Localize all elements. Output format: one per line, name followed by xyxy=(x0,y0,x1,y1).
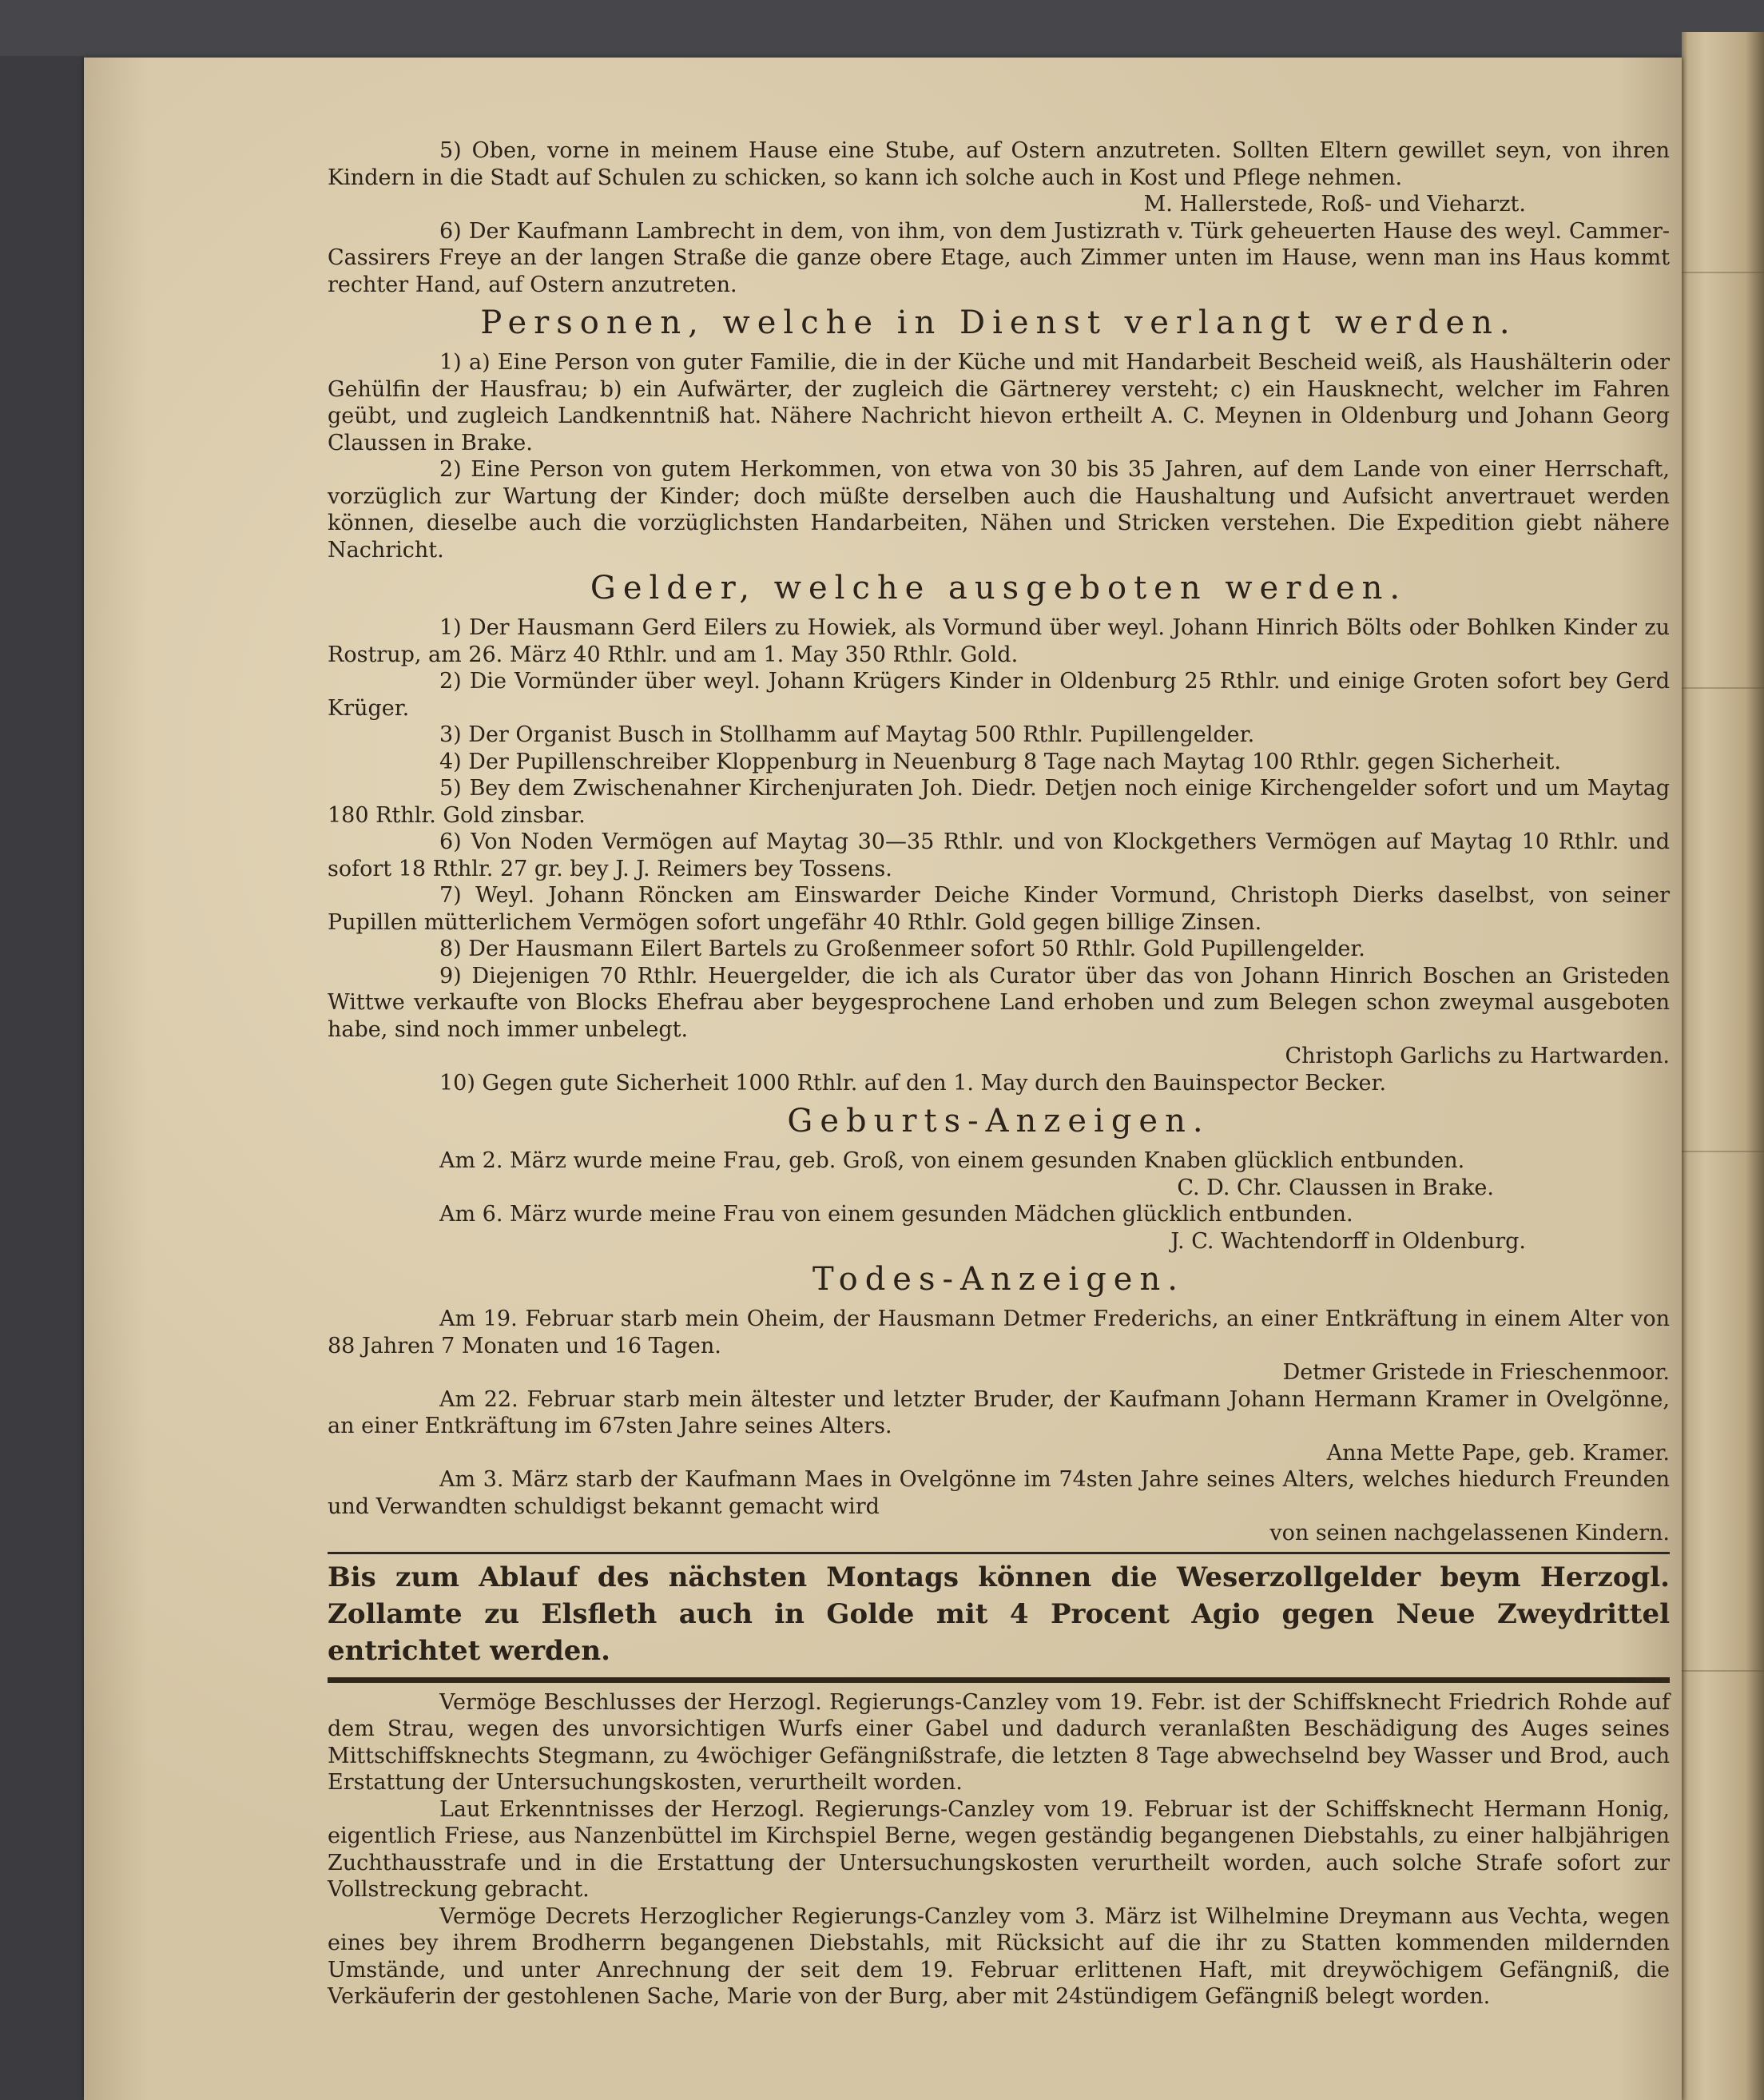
straf-item-1: Vermöge Beschlusses der Herzogl. Regierungs-Canzley vom 19. Febr. ist der Schiffsknecht Friedrich Rohde auf dem Strau, wegen des unvorsichtigen Wurfs einer Gabel und dadurch veranlaßten Beschädigung des Auges seines Mittschiffsknechts Stegmann, zu 4wöchiger Gefängnißstrafe, die letzten 8 Tage abwechselnd bey Wasser und Brod, auch Erstattung der Untersuchungskosten, verurtheilt worden. xyxy=(328,1689,1670,1795)
signature: C. D. Chr. Claussen in Brake. xyxy=(1177,1175,1494,1200)
signature: Christoph Garlichs zu Hartwarden. xyxy=(1285,1044,1670,1068)
divider xyxy=(328,1552,1670,1554)
gelder-item-5: 5) Bey dem Zwischenahner Kirchenjuraten Joh. Diedr. Detjen noch einige Kirchengelder sofort und um Maytag 180 Rthlr. Gold zinsbar. xyxy=(328,776,1670,828)
scan-background-top xyxy=(0,0,1764,56)
gelder-item-1: 1) Der Hausmann Gerd Eilers zu Howiek, als Vormund über weyl. Johann Hinrich Bölts oder Bohlken Kinder zu Rostrup, am 26. März 40 Rthlr. und am 1. May 350 Rthlr. Gold. xyxy=(328,615,1670,667)
gelder-item-2: 2) Die Vormünder über weyl. Johann Krügers Kinder in Oldenburg 25 Rthlr. und einige Groten sofort bey Gerd Krüger. xyxy=(328,669,1670,721)
signature: Anna Mette Pape, geb. Kramer. xyxy=(1326,1440,1670,1466)
section-heading-gelder: Gelder, welche ausgeboten werden. xyxy=(590,570,1408,607)
scan-background xyxy=(0,0,84,2100)
page-edge-stack xyxy=(1682,32,1764,2100)
signature: von seinen nachgelassenen Kindern. xyxy=(1269,1521,1670,1545)
dienst-item-1: 1) a) Eine Person von guter Familie, die in der Küche und mit Handarbeit Bescheid weiß, als Haushälterin oder Gehülfin der Hausfrau; b) ein Aufwärter, der zugleich die Gärtnerey versteht; c) ein Hausknecht, welcher im Fahren geübt, und zugleich Landkenntniß hat. Nähere Nachricht hievon ertheilt A. C. Meynen in Oldenburg und Johann Georg Claussen in Brake. xyxy=(328,350,1670,455)
todes-item-1: Am 19. Februar starb mein Oheim, der Hausmann Detmer Frederichs, an einer Entkräftung in einem Alter von 88 Jahren 7 Monaten und 16 Tagen. xyxy=(328,1307,1670,1358)
gelder-item-10: 10) Gegen gute Sicherheit 1000 Rthlr. auf den 1. May durch den Bauinspector Becker. xyxy=(439,1070,1387,1096)
signature: M. Hallerstede, Roß- und Vieharzt. xyxy=(1143,192,1526,217)
gelder-item-6: 6) Von Noden Vermögen auf Maytag 30—35 Rthlr. und von Klockgethers Vermögen auf Maytag 10 Rthlr. und sofort 18 Rthlr. 27 gr. bey J. J. Reimers bey Tossens. xyxy=(328,829,1670,881)
notice-5: 5) Oben, vorne in meinem Hause eine Stube, auf Ostern anzutreten. Sollten Eltern gewillet seyn, von ihren Kindern in die Stadt auf Schulen zu schicken, so kann ich solche auch in Kost und Pflege nehmen. xyxy=(328,138,1670,190)
todes-item-3: Am 3. März starb der Kaufmann Maes in Ovelgönne im 74sten Jahre seines Alters, welches hiedurch Freunden und Verwandten schuldigst bekannt gemacht wird xyxy=(328,1467,1670,1519)
section-heading-dienst: Personen, welche in Dienst verlangt werden. xyxy=(480,304,1517,341)
geburt-item-2: Am 6. März wurde meine Frau von einem gesunden Mädchen glücklich entbunden. xyxy=(439,1202,1353,1227)
dienst-item-2: 2) Eine Person von gutem Herkommen, von etwa von 30 bis 35 Jahren, auf dem Lande von einer Herrschaft, vorzüglich zur Wartung der Kinder; doch müßte derselben auch die Haushaltung und Aufsicht anvertrauet werden können, dieselbe auch die vorzüglichsten Handarbeiten, Nähen und Stricken verstehen. Die Expedition giebt nähere Nachricht. xyxy=(328,457,1670,563)
divider xyxy=(328,1677,1670,1683)
todes-item-2: Am 22. Februar starb mein ältester und letzter Bruder, der Kaufmann Johann Hermann Kramer in Ovelgönne, an einer Entkräftung im 67sten Jahre seines Alters. xyxy=(328,1386,1670,1438)
page-text xyxy=(328,137,1670,2011)
gelder-item-3: 3) Der Organist Busch in Stollhamm auf Maytag 500 Rthlr. Pupillengelder. xyxy=(439,722,1255,747)
zoll-notice: Bis zum Ablauf des nächsten Montags können die Weserzollgelder beym Herzogl. Zollamte zu Elsfleth auch in Golde mit 4 Procent Agio gegen Neue Zweydrittel entrichtet werden. xyxy=(328,1561,1670,1667)
gelder-item-7: 7) Weyl. Johann Röncken am Einswarder Deiche Kinder Vormund, Christoph Dierks daselbst, von seiner Pupillen mütterlichem Vermögen sofort ungefähr 40 Rthlr. Gold gegen billige Zinsen. xyxy=(328,883,1670,935)
section-heading-geburt: Geburts-Anzeigen. xyxy=(787,1103,1210,1139)
section-heading-todes: Todes-Anzeigen. xyxy=(812,1261,1185,1298)
signature: Detmer Gristede in Frieschenmoor. xyxy=(1282,1360,1670,1385)
gelder-item-4: 4) Der Pupillenschreiber Kloppenburg in Neuenburg 8 Tage nach Maytag 100 Rthlr. gegen Sicherheit. xyxy=(439,749,1561,774)
notice-6: 6) Der Kaufmann Lambrecht in dem, von ihm, von dem Justizrath v. Türk geheuerten Hause des weyl. Cammer-Cassirers Freye an der langen Straße die ganze obere Etage, auch Zimmer unten im Hause, wenn man ins Haus kommt rechter Hand, auf Ostern anzutreten. xyxy=(328,218,1670,297)
straf-item-3: Vermöge Decrets Herzoglicher Regierungs-Canzley vom 3. März ist Wilhelmine Dreymann aus Vechta, wegen eines bey ihrem Brodherrn begangenen Diebstahls, mit Rücksicht auf die ihr zu Statten kommenden mildernden Umstände, und unter Anrechnung der seit dem 19. Februar erlittenen Haft, mit dreywöchigem Gefängniß, die Verkäuferin der gestohlenen Sache, Marie von der Burg, aber mit 24stündigem Gefängniß belegt worden. xyxy=(328,1903,1670,2009)
geburt-item-1: Am 2. März wurde meine Frau, geb. Groß, von einem gesunden Knaben glücklich entbunden. xyxy=(439,1148,1465,1173)
gelder-item-8: 8) Der Hausmann Eilert Bartels zu Großenmeer sofort 50 Rthlr. Gold Pupillengelder. xyxy=(439,937,1365,961)
signature: J. C. Wachtendorff in Oldenburg. xyxy=(1170,1228,1526,1254)
gelder-item-9: 9) Diejenigen 70 Rthlr. Heuergelder, die ich als Curator über das von Johann Hinrich Boschen an Gristeden Wittwe verkaufte von Blocks Ehefrau aber beygesprochene Land erhoben und zum Belegen schon zweymal ausgeboten habe, sind noch immer unbelegt. xyxy=(328,963,1670,1042)
straf-item-2: Laut Erkenntnisses der Herzogl. Regierungs-Canzley vom 19. Februar ist der Schiffsknecht Hermann Honig, eigentlich Friese, aus Nanzenbüttel im Kirchspiel Berne, wegen geständig begangenen Diebstahls, zu einer halbjährigen Zuchthausstrafe und in die Erstattung der Untersuchungskosten verurtheilt worden, auch solche Strafe sofort zur Vollstreckung gebracht. xyxy=(328,1796,1670,1902)
